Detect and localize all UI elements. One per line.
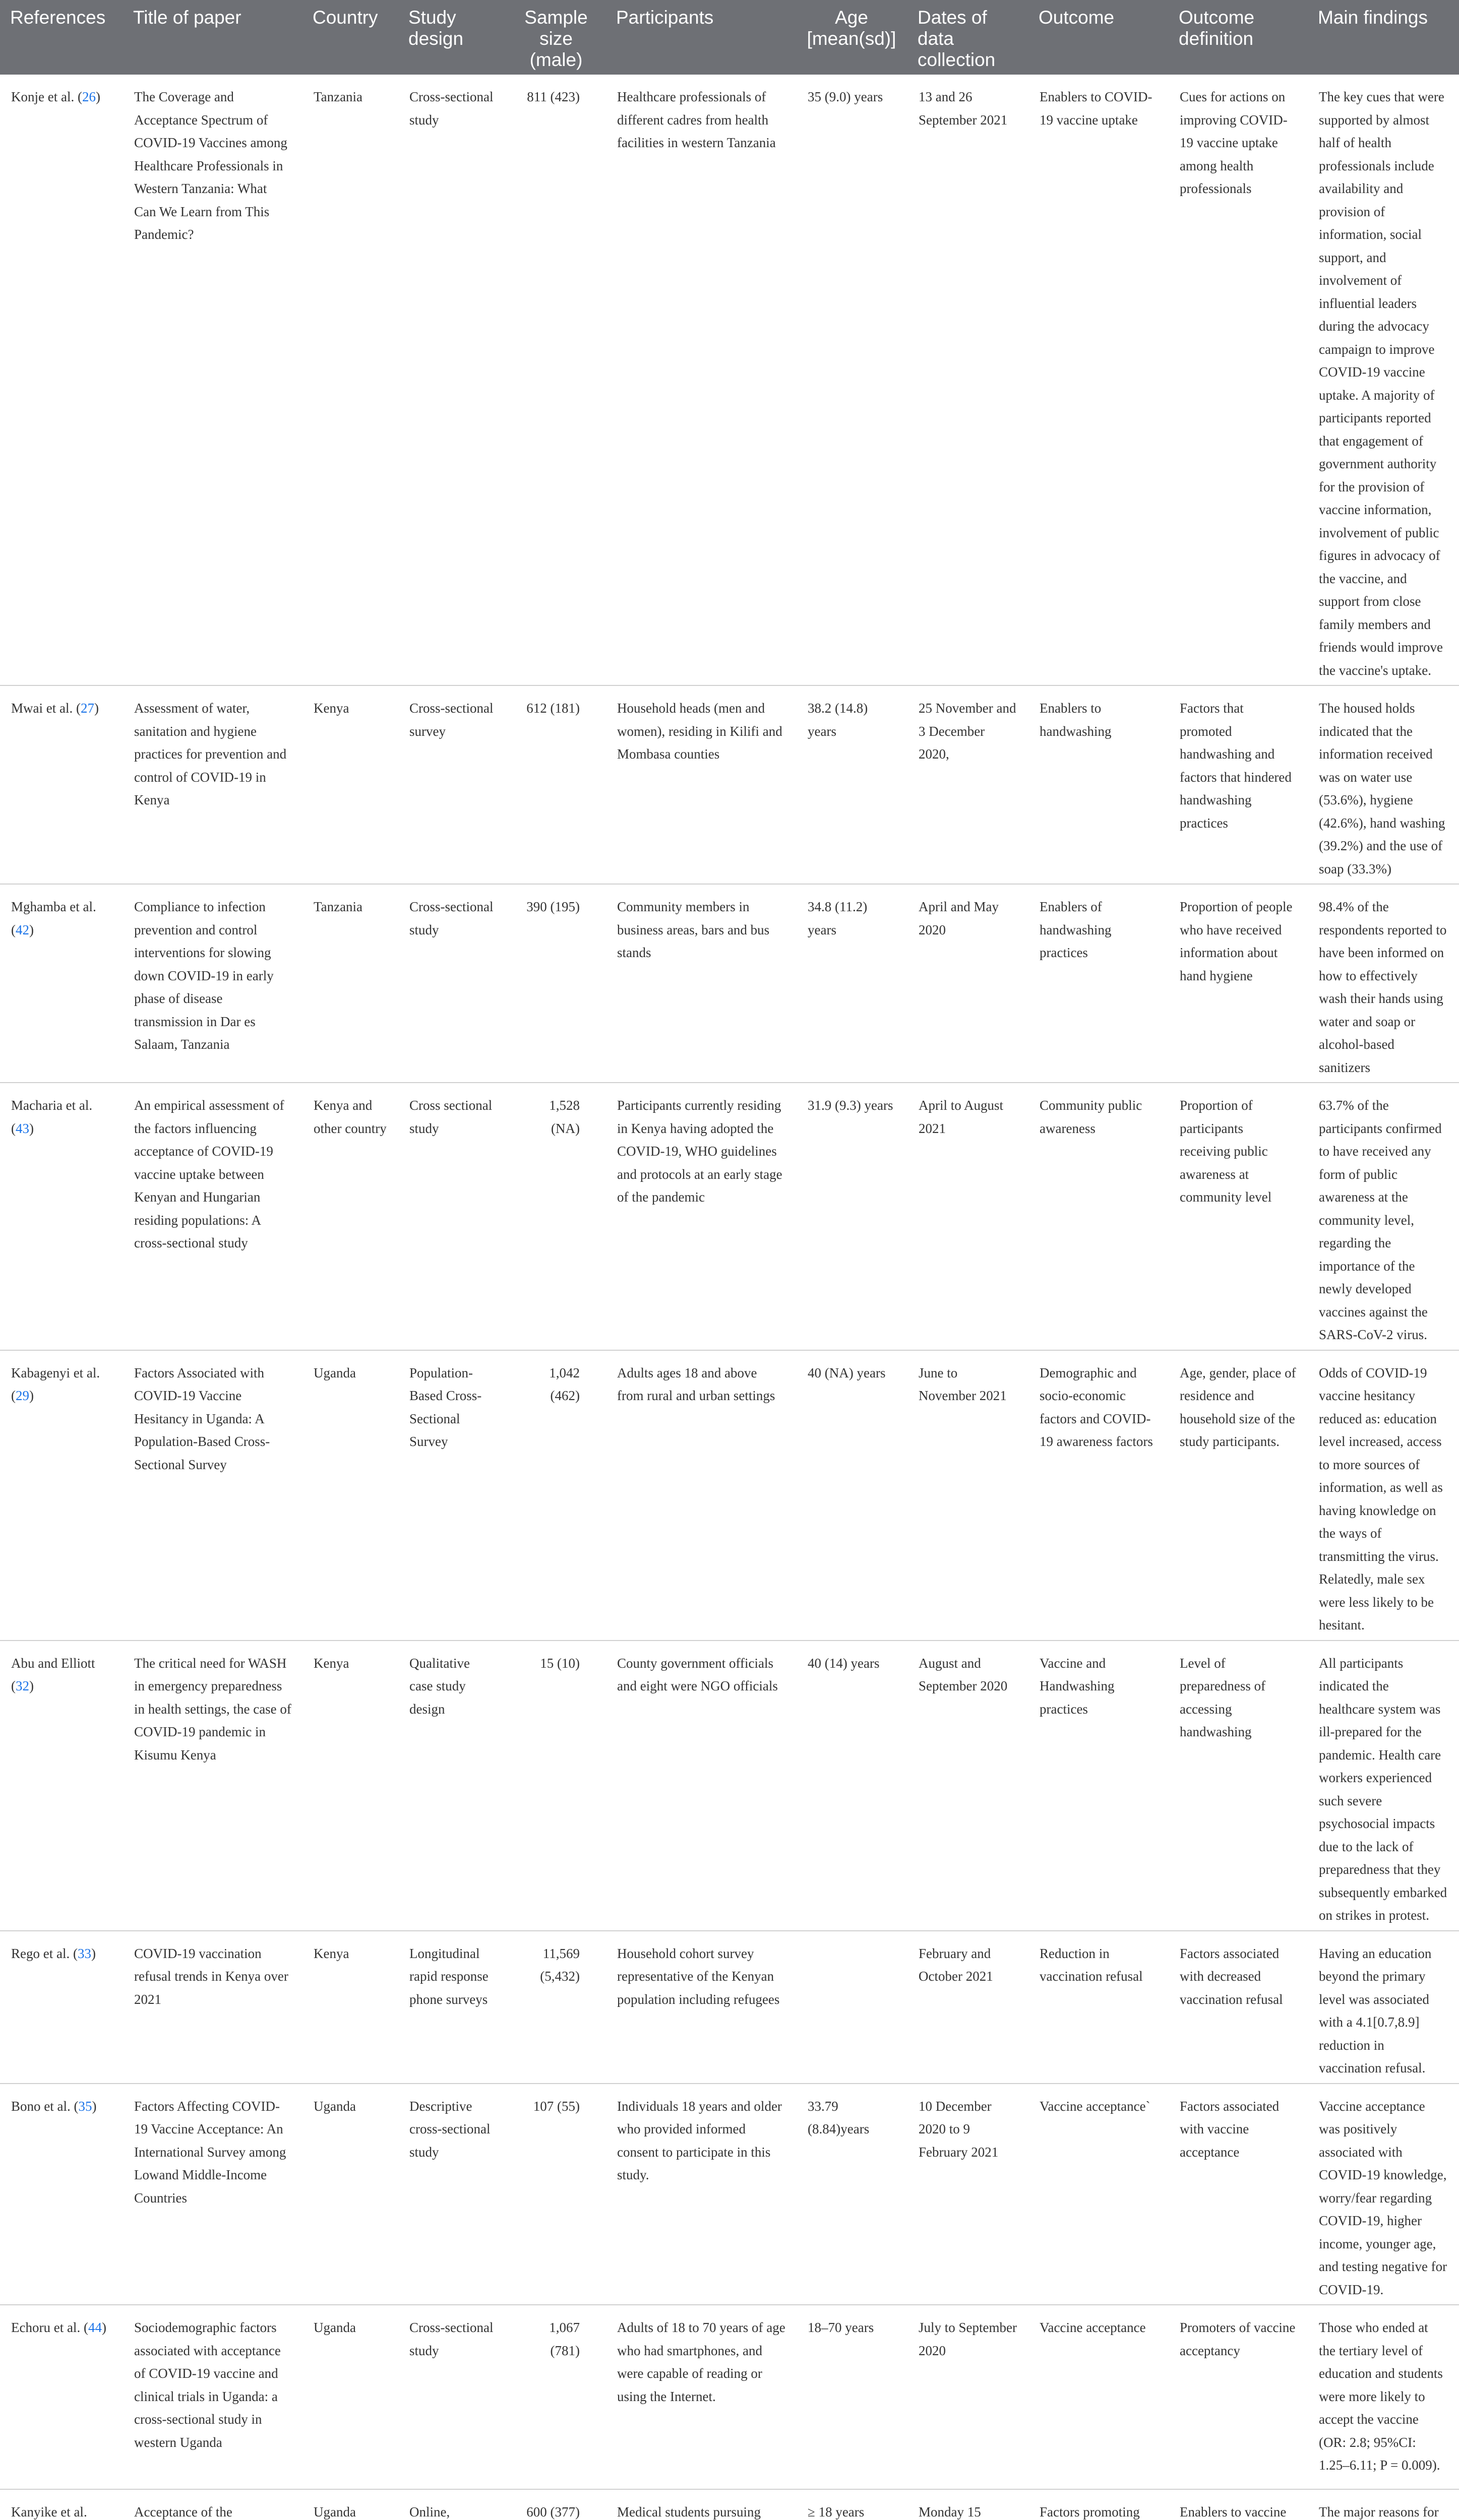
cell-reference xyxy=(0,685,123,884)
cell-participants: Adults of 18 to 70 years of age who had smartphones, and were capable of reading or using the Internet. xyxy=(606,2305,797,2489)
cell-outcome-definition: Factors associated with decreased vaccination refusal xyxy=(1169,1931,1308,2084)
cell-study-design: Cross-sectional study xyxy=(398,884,507,1083)
cell-title: The critical need for WASH in emergency preparedness in health settings, the case of COVID-19 pandemic in Kisumu Kenya xyxy=(123,1641,302,1931)
cell-study-design: Cross-sectional study xyxy=(398,75,507,685)
reference-close: ) xyxy=(92,2098,97,2114)
cell-study-design: Cross sectional study xyxy=(398,1083,507,1350)
cell-title: Factors Affecting COVID-19 Vaccine Acceptance: An International Survey among Lowand Middle-Income Countries xyxy=(123,2084,302,2305)
cell-main-findings: The key cues that were supported by almost half of health professionals include availability and provision of information, social support, and involvement of influential leaders during the advocacy campaign to improve COVID-19 vaccine uptake. A majority of participants reported that engagement of government authority for the provision of vaccine information, involvement of public figures in advocacy of the vaccine, and support from close family members and friends would improve the vaccine's uptake. xyxy=(1308,75,1459,685)
reference-author: Mwai et al. ( xyxy=(11,701,81,716)
cell-country: Kenya xyxy=(302,685,398,884)
cell-main-findings: 63.7% of the participants confirmed to have received any form of public awareness at the community level, regarding the importance of the newly developed vaccines against the SARS-CoV-2 virus. xyxy=(1308,1083,1459,1350)
header-title: Title of paper xyxy=(123,0,302,75)
reference-author: Macharia et al. ( xyxy=(11,1098,93,1136)
cell-study-design: Cross-sectional survey xyxy=(398,685,507,884)
cell-outcome-definition: Cues for actions on improving COVID-19 vaccine uptake among health professionals xyxy=(1169,75,1308,685)
cell-sample-size: 390 (195) xyxy=(507,884,606,1083)
cell-country: Kenya xyxy=(302,1641,398,1931)
table-row xyxy=(0,685,1459,884)
reference-close: ) xyxy=(29,922,34,937)
reference-close: ) xyxy=(29,1678,34,1693)
cell-reference xyxy=(0,75,123,685)
cell-participants: Participants currently residing in Kenya having adopted the COVID-19, WHO guidelines and protocols at an early stage of the pandemic xyxy=(606,1083,797,1350)
cell-country: Uganda xyxy=(302,1350,398,1641)
reference-author: Echoru et al. ( xyxy=(11,2320,88,2335)
cell-outcome-definition: Enablers to vaccine xyxy=(1169,2489,1308,2520)
cell-main-findings: Odds of COVID-19 vaccine hesitancy reduced as: education level increased, access to more sources of information, as well as having knowledge on the ways of transmitting the virus. Relatedly, male sex were less likely to be hesitant. xyxy=(1308,1350,1459,1641)
cell-reference xyxy=(0,1641,123,1931)
cell-title: Sociodemographic factors associated with acceptance of COVID-19 vaccine and clinical trials in Uganda: a cross-sectional study in western Uganda xyxy=(123,2305,302,2489)
reference-close: ) xyxy=(101,2320,106,2335)
cell-outcome: Demographic and socio-economic factors and COVID-19 awareness factors xyxy=(1028,1350,1169,1641)
cell-main-findings: The housed holds indicated that the information received was on water use (53.6%), hygiene (42.6%), hand washing (39.2%) and the use of soap (33.3%) xyxy=(1308,685,1459,884)
cell-age: 18–70 years xyxy=(797,2305,907,2489)
cell-participants: County government officials and eight were NGO officials xyxy=(606,1641,797,1931)
cell-outcome-definition: Age, gender, place of residence and household size of the study participants. xyxy=(1169,1350,1308,1641)
citation-link[interactable]: 27 xyxy=(80,701,94,716)
reference-author: Rego et al. ( xyxy=(11,1945,78,1961)
cell-country: Uganda xyxy=(302,2489,398,2520)
table-row xyxy=(0,2305,1459,2489)
cell-dates: Monday 15 xyxy=(907,2489,1028,2520)
header-main-findings: Main findings xyxy=(1308,0,1459,75)
cell-title: COVID-19 vaccination refusal trends in Kenya over 2021 xyxy=(123,1931,302,2084)
cell-dates: June to November 2021 xyxy=(907,1350,1028,1641)
cell-outcome: Enablers to COVID-19 vaccine uptake xyxy=(1028,75,1169,685)
cell-reference xyxy=(0,2084,123,2305)
cell-participants: Adults ages 18 and above from rural and urban settings xyxy=(606,1350,797,1641)
cell-reference xyxy=(0,1931,123,2084)
cell-dates: 25 November and 3 December 2020, xyxy=(907,685,1028,884)
table-body xyxy=(0,75,1459,2520)
cell-sample-size: 1,042 (462) xyxy=(507,1350,606,1641)
cell-title: Compliance to infection prevention and control interventions for slowing down COVID-19 in early phase of disease transmission in Dar es Salaam, Tanzania xyxy=(123,884,302,1083)
cell-title: The Coverage and Acceptance Spectrum of COVID-19 Vaccines among Healthcare Professionals in Western Tanzania: What Can We Learn from This Pandemic? xyxy=(123,75,302,685)
reference-close: ) xyxy=(91,1945,96,1961)
cell-country: Kenya and other country xyxy=(302,1083,398,1350)
citation-link[interactable]: 43 xyxy=(16,1120,29,1136)
citation-link[interactable]: 44 xyxy=(88,2320,102,2335)
reference-close: ) xyxy=(29,1388,34,1403)
cell-outcome: Reduction in vaccination refusal xyxy=(1028,1931,1169,2084)
cell-dates: April to August 2021 xyxy=(907,1083,1028,1350)
header-participants: Participants xyxy=(606,0,797,75)
cell-title: An empirical assessment of the factors influencing acceptance of COVID-19 vaccine uptake between Kenyan and Hungarian residing populations: A cross-sectional study xyxy=(123,1083,302,1350)
cell-sample-size: 15 (10) xyxy=(507,1641,606,1931)
citation-link[interactable]: 29 xyxy=(16,1388,29,1403)
cell-outcome: Community public awareness xyxy=(1028,1083,1169,1350)
table-row xyxy=(0,1931,1459,2084)
cell-participants: Household cohort survey representative of the Kenyan population including refugees xyxy=(606,1931,797,2084)
cell-outcome: Enablers to handwashing xyxy=(1028,685,1169,884)
cell-study-design: Longitudinal rapid response phone surveys xyxy=(398,1931,507,2084)
reference-author: Bono et al. ( xyxy=(11,2098,79,2114)
cell-outcome: Vaccine and Handwashing practices xyxy=(1028,1641,1169,1931)
cell-outcome: Enablers of handwashing practices xyxy=(1028,884,1169,1083)
cell-sample-size: 1,528 (NA) xyxy=(507,1083,606,1350)
reference-author: Abu and Elliott ( xyxy=(11,1655,95,1693)
cell-country: Uganda xyxy=(302,2305,398,2489)
cell-dates: August and September 2020 xyxy=(907,1641,1028,1931)
table-row xyxy=(0,75,1459,685)
cell-title: Factors Associated with COVID-19 Vaccine Hesitancy in Uganda: A Population-Based Cross-Sectional Survey xyxy=(123,1350,302,1641)
reference-author: Mghamba et al. ( xyxy=(11,899,96,937)
cell-main-findings: Having an education beyond the primary level was associated with a 4.1[0.7,8.9] reduction in vaccination refusal. xyxy=(1308,1931,1459,2084)
citation-link[interactable]: 26 xyxy=(82,89,96,104)
cell-study-design: Population-Based Cross-Sectional Survey xyxy=(398,1350,507,1641)
cell-outcome-definition: Factors associated with vaccine acceptance xyxy=(1169,2084,1308,2305)
citation-link[interactable]: 33 xyxy=(77,1945,91,1961)
cell-main-findings: The major reasons for xyxy=(1308,2489,1459,2520)
cell-outcome-definition: Factors that promoted handwashing and factors that hindered handwashing practices xyxy=(1169,685,1308,884)
table-row xyxy=(0,884,1459,1083)
cell-age: 40 (14) years xyxy=(797,1641,907,1931)
header-age: Age [mean(sd)] xyxy=(797,0,907,75)
table-header xyxy=(0,0,1459,75)
cell-country: Uganda xyxy=(302,2084,398,2305)
cell-participants: Household heads (men and women), residing in Kilifi and Mombasa counties xyxy=(606,685,797,884)
cell-outcome-definition: Proportion of participants receiving public awareness at community level xyxy=(1169,1083,1308,1350)
cell-title: Acceptance of the xyxy=(123,2489,302,2520)
table-row xyxy=(0,1641,1459,1931)
cell-sample-size: 11,569 (5,432) xyxy=(507,1931,606,2084)
table-row xyxy=(0,2489,1459,2520)
cell-main-findings: All participants indicated the healthcare system was ill-prepared for the pandemic. Health care workers experienced such severe psychosocial impacts due to the lack of preparedness that they subsequently embarked on strikes in protest. xyxy=(1308,1641,1459,1931)
cell-age: 40 (NA) years xyxy=(797,1350,907,1641)
cell-reference xyxy=(0,884,123,1083)
cell-sample-size: 600 (377) xyxy=(507,2489,606,2520)
cell-outcome-definition: Promoters of vaccine acceptancy xyxy=(1169,2305,1308,2489)
cell-age xyxy=(797,1931,907,2084)
cell-age: ≥ 18 years xyxy=(797,2489,907,2520)
reference-author: Kanyike et al. xyxy=(11,2504,87,2519)
cell-participants: Medical students pursuing xyxy=(606,2489,797,2520)
cell-study-design: Descriptive cross-sectional study xyxy=(398,2084,507,2305)
cell-country: Tanzania xyxy=(302,884,398,1083)
header-references: References xyxy=(0,0,123,75)
cell-dates: 13 and 26 September 2021 xyxy=(907,75,1028,685)
cell-main-findings: Those who ended at the tertiary level of education and students were more likely to accept the vaccine (OR: 2.8; 95%CI: 1.25–6.11; P = 0.009). xyxy=(1308,2305,1459,2489)
header-country: Country xyxy=(302,0,398,75)
cell-country: Tanzania xyxy=(302,75,398,685)
cell-outcome: Vaccine acceptance xyxy=(1028,2305,1169,2489)
header-dates: Dates of data collection xyxy=(907,0,1028,75)
cell-reference xyxy=(0,2489,123,2520)
cell-age: 38.2 (14.8) years xyxy=(797,685,907,884)
cell-age: 31.9 (9.3) years xyxy=(797,1083,907,1350)
citation-link[interactable]: 35 xyxy=(78,2098,92,2114)
cell-sample-size: 811 (423) xyxy=(507,75,606,685)
reference-close: ) xyxy=(95,89,100,104)
cell-reference xyxy=(0,2305,123,2489)
cell-reference xyxy=(0,1083,123,1350)
cell-age: 34.8 (11.2) years xyxy=(797,884,907,1083)
cell-study-design: Online, xyxy=(398,2489,507,2520)
cell-dates: April and May 2020 xyxy=(907,884,1028,1083)
cell-main-findings: Vaccine acceptance was positively associated with COVID-19 knowledge, worry/fear regarding COVID-19, higher income, younger age, and testing negative for COVID-19. xyxy=(1308,2084,1459,2305)
cell-sample-size: 107 (55) xyxy=(507,2084,606,2305)
cell-participants: Healthcare professionals of different cadres from health facilities in western Tanzania xyxy=(606,75,797,685)
cell-country: Kenya xyxy=(302,1931,398,2084)
table-row xyxy=(0,1083,1459,1350)
cell-study-design: Qualitative case study design xyxy=(398,1641,507,1931)
citation-link[interactable]: 42 xyxy=(16,922,29,937)
header-study-design: Study design xyxy=(398,0,507,75)
reference-author: Kabagenyi et al. ( xyxy=(11,1365,100,1403)
cell-outcome-definition: Level of preparedness of accessing handwashing xyxy=(1169,1641,1308,1931)
cell-dates: February and October 2021 xyxy=(907,1931,1028,2084)
reference-author: Konje et al. ( xyxy=(11,89,82,104)
header-outcome-definition: Outcome definition xyxy=(1169,0,1308,75)
header-outcome: Outcome xyxy=(1028,0,1169,75)
cell-outcome: Factors promoting xyxy=(1028,2489,1169,2520)
header-sample-size: Sample size (male) xyxy=(507,0,606,75)
cell-age: 35 (9.0) years xyxy=(797,75,907,685)
cell-participants: Community members in business areas, bars and bus stands xyxy=(606,884,797,1083)
cell-title: Assessment of water, sanitation and hygiene practices for prevention and control of COVID-19 in Kenya xyxy=(123,685,302,884)
cell-participants: Individuals 18 years and older who provided informed consent to participate in this study. xyxy=(606,2084,797,2305)
citation-link[interactable]: 32 xyxy=(16,1678,29,1693)
cell-main-findings: 98.4% of the respondents reported to have been informed on how to effectively wash their hands using water and soap or alcohol-based sanitizers xyxy=(1308,884,1459,1083)
cell-reference xyxy=(0,1350,123,1641)
table-row xyxy=(0,1350,1459,1641)
reference-close: ) xyxy=(94,701,99,716)
header-row xyxy=(0,0,1459,75)
cell-study-design: Cross-sectional study xyxy=(398,2305,507,2489)
cell-sample-size: 612 (181) xyxy=(507,685,606,884)
cell-sample-size: 1,067 (781) xyxy=(507,2305,606,2489)
cell-outcome: Vaccine acceptance` xyxy=(1028,2084,1169,2305)
reference-close: ) xyxy=(29,1120,34,1136)
cell-age: 33.79 (8.84)years xyxy=(797,2084,907,2305)
cell-dates: 10 December 2020 to 9 February 2021 xyxy=(907,2084,1028,2305)
cell-dates: July to September 2020 xyxy=(907,2305,1028,2489)
table-row xyxy=(0,2084,1459,2305)
cell-outcome-definition: Proportion of people who have received information about hand hygiene xyxy=(1169,884,1308,1083)
